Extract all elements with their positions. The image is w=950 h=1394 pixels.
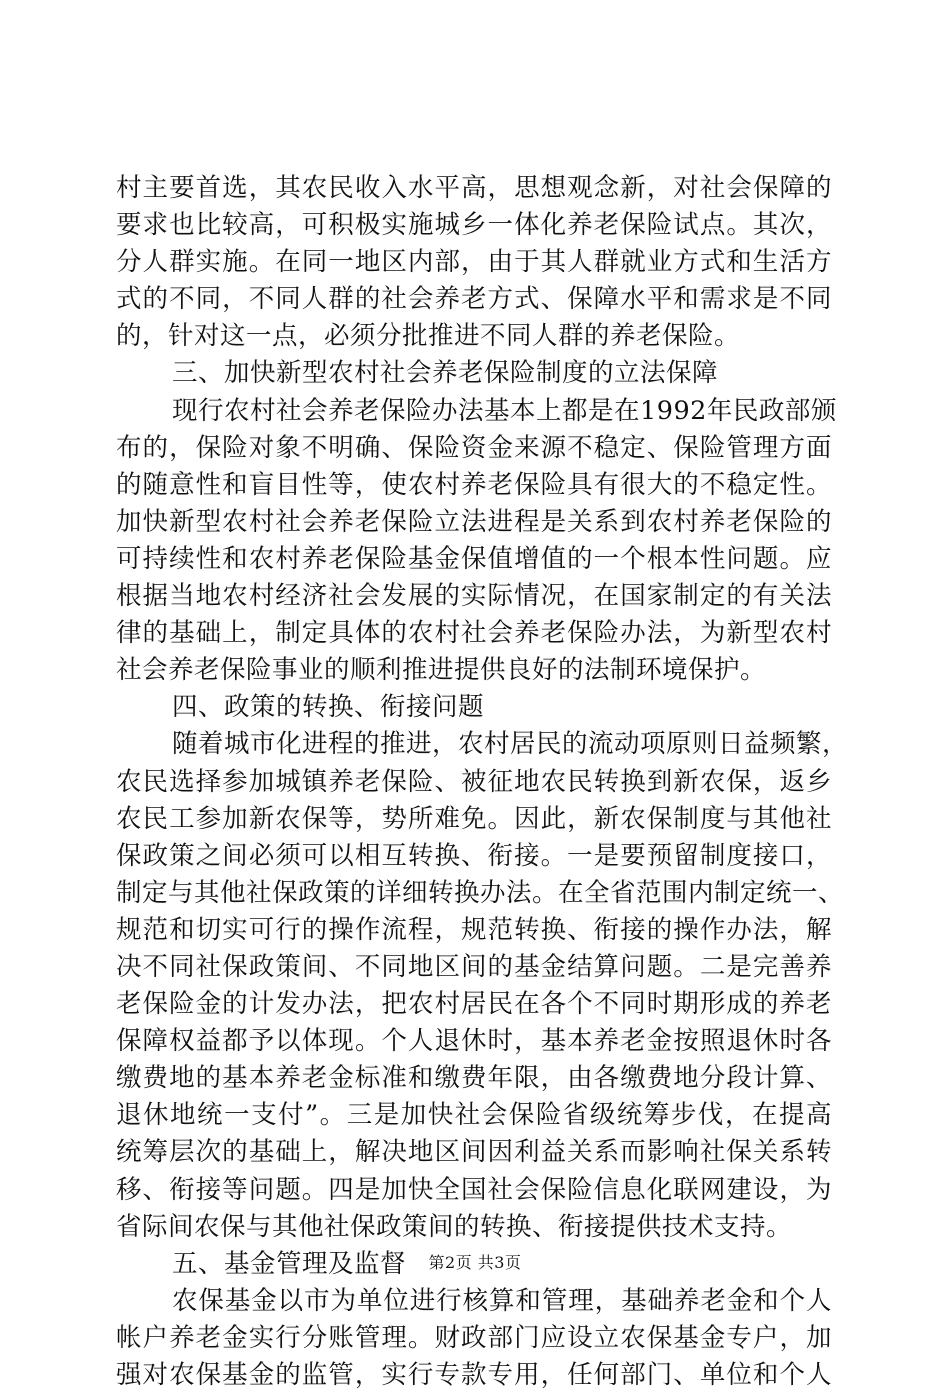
text-line: 社会养老保险事业的顺利推进提供良好的法制环境保护。	[116, 655, 767, 686]
text-line: 帐户养老金实行分账管理。财政部门应设立农保基金专户，加	[116, 1322, 832, 1353]
text-line: 的随意性和盲目性等，使农村养老保险具有很大的不稳定性。	[116, 469, 832, 500]
text-line: 移、衔接等问题。四是加快全国社会保险信息化联网建设，为	[116, 1174, 832, 1205]
text-line: 根据当地农村经济社会发展的实际情况，在国家制定的有关法	[116, 581, 832, 612]
text-line: 分人群实施。在同一地区内部，由于其人群就业方式和生活方	[116, 247, 832, 278]
text-line: 决不同社保政策间、不同地区间的基金结算问题。二是完善养	[116, 951, 832, 982]
text-line: 可持续性和农村养老保险基金保值增值的一个根本性问题。应	[116, 543, 832, 574]
text-line: 老保险金的计发办法，把农村居民在各个不同时期形成的养老	[116, 989, 832, 1020]
text-line: 随着城市化进程的推进，农村居民的流动项原则日益频繁，	[172, 729, 849, 760]
text-line: 规范和切实可行的操作流程，规范转换、衔接的操作办法，解	[116, 914, 832, 945]
text-line: 农保基金以市为单位进行核算和管理，基础养老金和个人	[172, 1285, 832, 1316]
text-line: 加快新型农村社会养老保险立法进程是关系到农村养老保险的	[116, 506, 832, 537]
text-line: 省际间农保与其他社保政策间的转换、衔接提供技术支持。	[116, 1211, 793, 1242]
text-line: 律的基础上，制定具体的农村社会养老保险办法，为新型农村	[116, 618, 832, 649]
text-line: 的，针对这一点，必须分批推进不同人群的养老保险。	[116, 321, 741, 352]
text-line: 缴费地的基本养老金标准和缴费年限，由各缴费地分段计算、	[116, 1063, 832, 1094]
text-line: 布的，保险对象不明确、保险资金来源不稳定、保险管理方面	[116, 432, 832, 463]
text-line: 村主要首选，其农民收入水平高，思想观念新，对社会保障的	[116, 173, 832, 203]
text-line: 强对农保基金的监管，实行专款专用，任何部门、单位和个人	[116, 1360, 832, 1390]
text-line: 五、基金管理及监督	[172, 1248, 407, 1279]
text-line: 保障权益都予以体现。个人退休时，基本养老金按照退休时各	[116, 1026, 832, 1057]
text-line: 农民选择参加城镇养老保险、被征地农民转换到新农保，返乡	[116, 766, 832, 797]
page-footer: 第2页 共3页	[428, 1253, 522, 1272]
text-line: 统筹层次的基础上，解决地区间因利益关系而影响社保关系转	[116, 1137, 832, 1168]
text-line: 式的不同，不同人群的社会养老方式、保障水平和需求是不同	[116, 284, 832, 315]
text-line: 退休地统一支付”。三是加快社会保险省级统筹步伐，在提高	[116, 1100, 832, 1131]
text-line: 保政策之间必须可以相互转换、衔接。一是要预留制度接口，	[116, 840, 832, 871]
text-line: 现行农村社会养老保险办法基本上都是在1992年民政部颁	[172, 395, 837, 426]
text-line: 制定与其他社保政策的详细转换办法。在全省范围内制定统一、	[116, 877, 845, 908]
text-line: 三、加快新型农村社会养老保险制度的立法保障	[172, 358, 719, 389]
text-line: 要求也比较高，可积极实施城乡一体化养老保险试点。其次，	[116, 210, 832, 241]
document-body	[116, 170, 849, 1394]
text-line: 农民工参加新农保等，势所难免。因此，新农保制度与其他社	[116, 803, 832, 834]
text-line: 四、政策的转换、衔接问题	[172, 692, 485, 723]
